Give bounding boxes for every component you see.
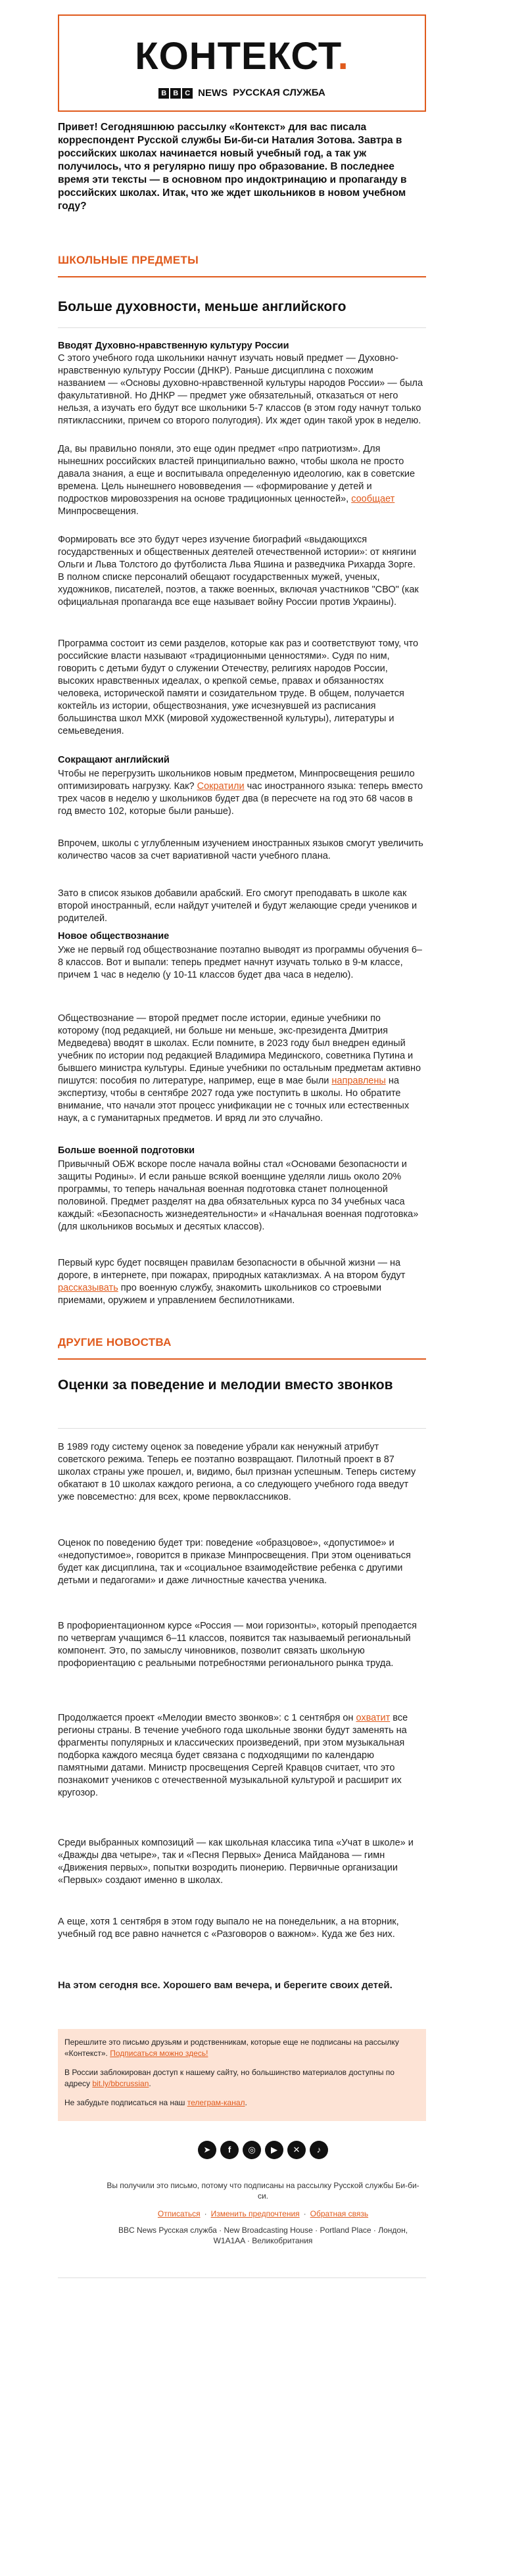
subscription-notice: Вы получили это письмо, потому что подписаны на рассылку Русской службы Би-би-си. xyxy=(107,2181,419,2201)
social-icons-row xyxy=(0,2141,526,2159)
title-divider xyxy=(58,327,426,328)
tiktok-icon[interactable]: ♪ xyxy=(310,2141,328,2159)
paragraph: Оценок по поведению будет три: поведение «образцовое», «допустимое» и «недопустимое», говорится в приказе Минпросвещения. При этом оцениваться будет как дисциплина, так и «социальное взаимодействие ребенка с другими детьми и педагогами» и даже личностные качества ученика. xyxy=(58,1538,411,1586)
telegram-icon[interactable]: ➤ xyxy=(198,2141,216,2159)
article-title-behavior-grades: Оценки за поведение и мелодии вместо звонков xyxy=(58,1377,393,1393)
unsubscribe-link[interactable]: Отписаться xyxy=(157,2209,201,2218)
intro-text: Привет! Сегодняшнюю рассылку «Контекст» для вас писала корреспондент Русской службы Би-би-си Наталия Зотова. Завтра в российских школах начинается новый учебный год, а так уж получилось, что я регулярно пишу про образование. В последнее время эти тексты — в основном про индоктринацию и пропаганду в российских школах. Итак, что же ждет школьников в новом учебном году? xyxy=(58,122,407,212)
section-divider xyxy=(58,276,426,277)
paragraph: В профориентационном курсе «Россия — мои горизонты», который преподается по четвергам учащимся 6–11 классов, появится так называемый региональный компонент. Это, по замыслу чиновников, позволит связать школьную профориентацию с реальными потребностями регионального рынка труда. xyxy=(58,1621,417,1669)
postal-address: BBC News Русская служба · New Broadcasting House · Portland Place · Лондон, W1A1AA · Великобритания xyxy=(118,2226,408,2245)
telegram-note: Не забудьте подписаться на наш телеграм-канал. xyxy=(64,2098,247,2107)
link-soobshaet[interactable]: сообщает xyxy=(351,494,395,504)
paragraph: Зато в список языков добавили арабский. Его смогут преподавать в школе как второй иностранный, если найдут учителей и будут желающие среди учеников и родителей. xyxy=(58,888,418,924)
forward-note: Перешлите это письмо друзьям и родственникам, которые еще не подписаны на рассылку «Контекст». Подписаться можно здесь! xyxy=(64,2038,399,2058)
paragraph: Формировать все это будут через изучение биографий «выдающихся государственных и общественных деятелей отечественной истории»: от княгини Ольги и Льва Толстого до футболиста Льва Яшина и разведчика Рихарда Зорге. В полном списке персоналий обещают государственных мужей, ученых, художников, писателей, поэтов, а также военных, включая участников "СВО" (как официальная пропаганда все еще называет войну России против Украины). xyxy=(58,535,419,608)
paragraph: С этого учебного года школьники начнут изучать новый предмет — Духовно-нравственную культуру России (ДНКР). Раньше дисциплина с похожим названием — «Основы духовно-нравственной культуры народов России» — была факультативной. Но ДНКР — предмет уже обязательный, отказаться от него нельзя, а изучать его будут все школьники 5-7 классов (в этом году начнут только пятиклассники, причем со второго полугодия). Их ждет один такой урок в неделю. xyxy=(58,353,423,426)
blocked-site-note: В России заблокирован доступ к нашему сайту, но большинство материалов доступны по адресу bit.ly/bbcrussian. xyxy=(64,2068,394,2088)
forward-subscribe-box xyxy=(58,2029,426,2121)
paragraph: Среди выбранных композиций — как школьная классика типа «Учат в школе» и «Дважды два четыре», так и «Песня Первых» Дениса Майданова — гимн «Движения первых», попытки возродить пионерию. Первичные организации «Первых» создают именно в школах. xyxy=(58,1838,414,1886)
closing-text: На этом сегодня все. Хорошего вам вечера, и берегите своих детей. xyxy=(58,1980,393,1991)
bbc-russian-brandline: B B C NEWS РУССКАЯ СЛУЖБА xyxy=(59,87,425,99)
bbc-logo-icon: B B C xyxy=(158,87,194,99)
subheading-social-studies: Новое обществознание xyxy=(58,931,170,942)
bitly-link[interactable]: bit.ly/bbcrussian xyxy=(92,2079,149,2088)
paragraph: Обществознание — второй предмет после истории, единые учебники по которому (под редакцией, ни больше ни меньше, экс-президента Дмитрия Медведева) вводят в школах. Если помните, в 2023 году был внедрен единый учебник по истории под редакцией Владимира Мединского, советника Путина и бывшего министра культуры. Единые учебники по остальным предметам активно пишутся: пособия по литературе, например, еще в мае были направлены на экспертизу, чтобы в сентябре 2027 года уже поступить в школы. Но обратите внимание, что начали этот процесс унификации не с точных или естественных наук, а с гуманитарных предметов. И вряд ли это случайно. xyxy=(58,1013,421,1124)
paragraph: В 1989 году систему оценок за поведение убрали как ненужный атрибут советского режима. Теперь ее поэтапно возвращают. Пилотный проект в 87 школах страны уже прошел, и, видимо, был признан успешным. Теперь систему обкатают в 10 школах каждого региона, а со следующего учебного года введут уже повсеместно: для всех, кроме первоклассников. xyxy=(58,1442,416,1502)
paragraph: Уже не первый год обществознание поэтапно выводят из программы обучения 6–8 классов. Вот и выпали: теперь предмет начнут изучать только в 9-м классе, причем 1 час в неделю (у 10-11 классов будет два часа в неделю). xyxy=(58,945,422,980)
link-napravleny[interactable]: направлены xyxy=(331,1076,386,1086)
paragraph: Первый курс будет посвящен правилам безопасности в обычной жизни — на дороге, в интернете, при пожарах, природных катаклизмах. А на втором будут рассказывать про военную службу, знакомить школьников со строевыми приемами, оружием и управлением беспилотниками. xyxy=(58,1258,406,1306)
preferences-link[interactable]: Изменить предпочтения xyxy=(210,2209,300,2218)
link-rasskazyvat[interactable]: рассказывать xyxy=(58,1283,118,1293)
subheading-english: Сокращают английский xyxy=(58,755,170,765)
paragraph: Продолжается проект «Мелодии вместо звонков»: с 1 сентября он охватит все регионы страны. В течение учебного года школьные звонки будут заменять на фрагменты популярных и классических произведений, при этом музыкальная подборка каждого месяца будет связана с подходящими по календарю памятными датами. Министр просвещения Сергей Кравцов считает, что это познакомит учеников с отечественной музыкальной культурой и расширит их кругозор. xyxy=(58,1713,408,1798)
article-title-spirituality: Больше духовности, меньше английского xyxy=(58,299,347,314)
section-divider xyxy=(58,1358,426,1360)
section-heading-school-subjects: ШКОЛЬНЫЕ ПРЕДМЕТЫ xyxy=(58,254,199,266)
feedback-link[interactable]: Обратная связь xyxy=(310,2209,369,2218)
paragraph: Привычный ОБЖ вскоре после начала войны стал «Основами безопасности и защиты Родины». И если раньше всякой военщине уделяли лишь около 20% программы, то теперь начальная военная подготовка станет полноценной половиной. Предмет разделят на два обязательных курса по 34 учебных часа каждый: «Безопасность жизнедеятельности» и «Начальная военная подготовка» (для школьников восьмых и десятых классов). xyxy=(58,1159,419,1232)
kontekst-logo: КОНТЕКСТ. xyxy=(135,35,349,78)
paragraph: Впрочем, школы с углубленным изучением иностранных языков смогут увеличить количество часов за счет вариативной части учебного плана. xyxy=(58,838,423,861)
paragraph: Да, вы правильно поняли, это еще один предмет «про патриотизм». Для нынешних российских властей принципиально важно, чтобы школа не просто давала знания, а еще и воспитывала определенную идеологию, как в советские времена. Цель нынешнего нововведения — «формирование у детей и подростков мировоззрения на основе традиционных ценностей», сообщает Минпросвещения. xyxy=(58,444,416,517)
youtube-icon[interactable]: ▶ xyxy=(265,2141,283,2159)
facebook-icon[interactable]: f xyxy=(220,2141,239,2159)
x-icon[interactable]: ✕ xyxy=(287,2141,306,2159)
title-divider xyxy=(58,1428,426,1429)
subscribe-here-link[interactable]: Подписаться можно здесь! xyxy=(110,2049,208,2058)
instagram-icon[interactable]: ◎ xyxy=(243,2141,261,2159)
section-heading-other-news: ДРУГИЕ НОВОСТВА xyxy=(58,1336,172,1348)
telegram-channel-link[interactable]: телеграм-канал xyxy=(187,2098,245,2107)
subheading-military: Больше военной подготовки xyxy=(58,1145,195,1156)
paragraph: Программа состоит из семи разделов, которые как раз и соответствуют тому, что российские власти называют «традиционными ценностями». Судя по ним, говорить с детьми будут о служении Отечеству, религиях народов России, высоких нравственных идеалах, о крепкой семье, правах и обязанностях человека, исторической памяти и созидательном труде. В общем, получается коктейль из истории, обществознания, уже исчезнувшей из расписания большинства школ МХК (мировой художественной культуры), литературы и семьеведения. xyxy=(58,638,419,736)
link-sokratili[interactable]: Сократили xyxy=(197,781,245,792)
paragraph: А еще, хотя 1 сентября в этом году выпало не на понедельник, а на вторник, учебный год все равно начнется с «Разговоров о важном». Куда же без них. xyxy=(58,1917,399,1940)
newsletter-header xyxy=(58,14,426,112)
footer-links: Отписаться · Изменить предпочтения · Обратная связь xyxy=(157,2209,369,2218)
paragraph: Чтобы не перегрузить школьников новым предметом, Минпросвещения решило оптимизировать нагрузку. Как? Сократили час иностранного языка: теперь вместо трех часов в неделю у школьников будет два (в пересчете на год это 68 часов в год вместо 102, которые были раньше). xyxy=(58,769,423,817)
subheading-dnkr: Вводят Духовно-нравственную культуру России xyxy=(58,341,289,351)
link-okhvatit[interactable]: охватит xyxy=(356,1713,391,1723)
